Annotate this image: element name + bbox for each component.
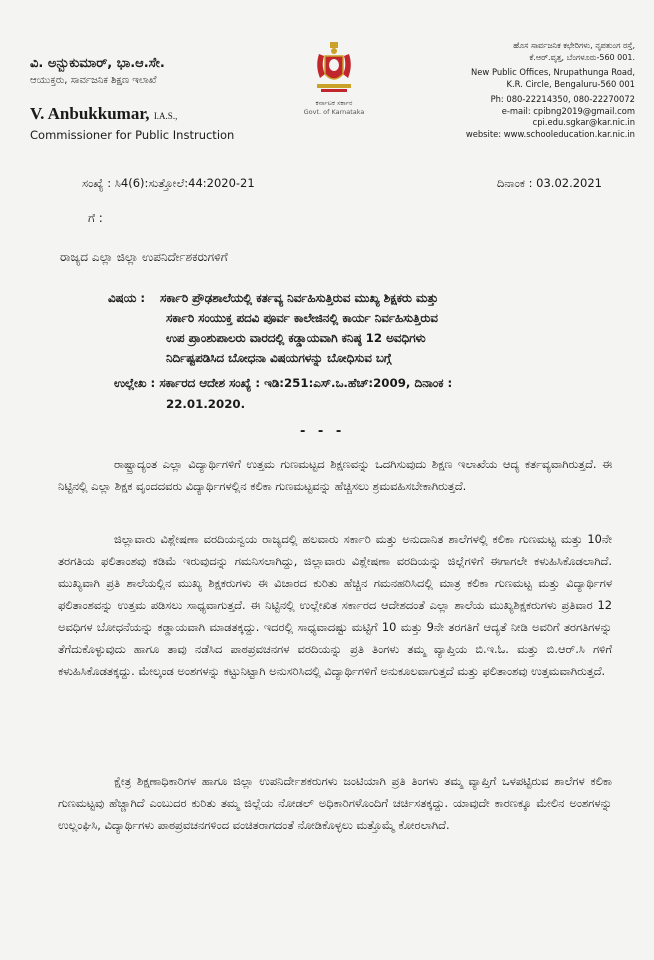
letterhead-right <box>430 40 635 140</box>
english-name-text: V. Anbukkumar, <box>30 104 150 123</box>
email-secondary: cpi.edu.sgkar@kar.nic.in <box>532 117 635 127</box>
reference-date: ದಿನಾಂಕ : 03.02.2021 <box>496 176 602 190</box>
address-kannada-line1: ಹೊಸ ಸಾರ್ವಜನಿಕ ಕಛೇರಿಗಳು, ನೃಪತುಂಗ ರಸ್ತೆ, <box>513 41 635 50</box>
reference-block <box>114 373 604 415</box>
subject-label: ವಿಷಯ : <box>108 291 146 305</box>
body-paragraph-2 <box>58 528 612 682</box>
paragraph-3-text: ಕ್ಷೇತ್ರ ಶಿಕ್ಷಣಾಧಿಕಾರಿಗಳ ಹಾಗೂ ಜಿಲ್ಲಾ ಉಪನಿರ್ದೇಶಕರುಗಳು ಜಂಟಿಯಾಗಿ ಪ್ರತಿ ತಿಂಗಳು ತಮ್ಮ ವ್ಯಾಪ್ತಿಗೆ ಒಳಪಟ್ಟಿರುವ ಶಾಲೆಗಳ ಕಲಿಕಾ ಗುಣಮಟ್ಟವು ಹೆಚ್ಚಾಗಿದೆ ಎಂಬುದರ ಕುರಿತು ತಮ್ಮ ಜಿಲ್ಲೆಯ ನೋಡಲ್ ಅಧಿಕಾರಿಗಳೊಂದಿಗೆ ಚರ್ಚಿಸತಕ್ಕದ್ದು. ಯಾವುದೇ ಕಾರಣಕ್ಕೂ ಮೇಲಿನ ಅಂಶಗಳನ್ನು ಉಲ್ಲಂಘಿಸಿ, ವಿದ್ಯಾರ್ಥಿಗಳು ಪಾಠಪ್ರವಚನಗಳಿಂದ ವಂಚಿತರಾಗದಂತೆ ನೋಡಿಕೊಳ್ಳಲು ಮತ್ತೊಮ್ಮೆ ಕೋರಲಾಗಿದೆ. <box>58 774 612 832</box>
paragraph-2-text: ಜಿಲ್ಲಾವಾರು ವಿಶ್ಲೇಷಣಾ ವರದಿಯನ್ವಯ ರಾಜ್ಯದಲ್ಲಿ ಹಲವಾರು ಸರ್ಕಾರಿ ಮತ್ತು ಅನುದಾನಿತ ಶಾಲೆಗಳಲ್ಲಿ ಕಲಿಕಾ ಗುಣಮಟ್ಟ ಮತ್ತು 10ನೇ ತರಗತಿಯ ಫಲಿತಾಂಶವು ಕಡಿಮೆ ಇರುವುದನ್ನು ಗಮನಿಸಲಾಗಿದ್ದು, ಜಿಲ್ಲಾವಾರು ವಿಶ್ಲೇಷಣಾ ವರದಿಯನ್ನು ಜಿಲ್ಲೆಗಳಿಗೆ ಈಗಾಗಲೇ ಕಳುಹಿಸಿಕೊಡಲಾಗಿದೆ. ಮುಖ್ಯವಾಗಿ ಪ್ರತಿ ಶಾಲೆಯಲ್ಲಿನ ಮುಖ್ಯ ಶಿಕ್ಷಕರುಗಳು ಈ ವಿಚಾರದ ಕುರಿತು ಹೆಚ್ಚಿನ ಗಮನಹರಿಸಿದಲ್ಲಿ ಮಾತ್ರ ಕಲಿಕಾ ಗುಣಮಟ್ಟ ಮತ್ತು ವಿದ್ಯಾರ್ಥಿಗಳ ಫಲಿತಾಂಶವನ್ನು ಉತ್ತಮ ಪಡಿಸಲು ಸಾಧ್ಯವಾಗುತ್ತದೆ. ಈ ನಿಟ್ಟಿನಲ್ಲಿ ಉಲ್ಲೇಖಿತ ಸರ್ಕಾರದ ಆದೇಶದಂತೆ ಎಲ್ಲಾ ಶಾಲೆಯ ಮುಖ್ಯಶಿಕ್ಷಕರುಗಳು ಪ್ರತಿವಾರ 12 ಅವಧಿಗಳ ಬೋಧನೆಯನ್ನು ಕಡ್ಡಾಯವಾಗಿ ಮಾಡತಕ್ಕದ್ದು. ಇದರಲ್ಲಿ ಸಾಧ್ಯವಾದಷ್ಟು ಮಟ್ಟಿಗೆ 10 ಮತ್ತು 9ನೇ ತರಗತಿಗೆ ಆದ್ಯತೆ ನೀಡಿ ಅವರಿಗೆ ತರಗತಿಗಳನ್ನು ತೆಗೆದುಕೊಳ್ಳುವುದು ಹಾಗೂ ತಾವು ನಡೆಸಿದ ಪಾಠಪ್ರವಚನಗಳ ವರದಿಯನ್ನು ಪ್ರತಿ ತಿಂಗಳು ತಮ್ಮ ವ್ಯಾಪ್ತಿಯ ಬಿ.ಇ.ಓ. ಮತ್ತು ಬಿ.ಆರ್.ಸಿ ಗಳಿಗೆ ಕಳುಹಿಸಿಕೊಡತಕ್ಕದ್ದು. ಮೇಲ್ಕಂಡ ಅಂಶಗಳನ್ನು ಕಟ್ಟುನಿಟ್ಟಾಗಿ ಅನುಸರಿಸಿದಲ್ಲಿ ವಿದ್ಯಾರ್ಥಿಗಳಿಗೆ ಅನುಕೂಲವಾಗುತ್ತದೆ ಮತ್ತು ಫಲಿತಾಂಶವು ಉತ್ತಮವಾಗಿರುತ್ತದೆ. <box>58 532 612 678</box>
body-paragraph-3 <box>58 770 612 836</box>
subject-block <box>108 288 608 368</box>
kannada-officer-title: ಆಯುಕ್ತರು, ಸಾರ್ವಜನಿಕ ಶಿಕ್ಷಣ ಇಲಾಖೆ <box>30 75 157 86</box>
phone-numbers: Ph: 080-22214350, 080-22270072 <box>490 94 635 104</box>
subject-line-3: ಉಪ ಪ್ರಾಂಶುಪಾಲರು ವಾರದಲ್ಲಿ ಕಡ್ಡಾಯವಾಗಿ ಕನಿಷ್ಠ 12 ಅವಧಿಗಳು <box>166 331 426 345</box>
paragraph-1-text: ರಾಷ್ಟ್ರಾದ್ಯಂತ ಎಲ್ಲಾ ವಿದ್ಯಾರ್ಥಿಗಳಿಗೆ ಉತ್ತಮ ಗುಣಮಟ್ಟದ ಶಿಕ್ಷಣವನ್ನು ಒದಗಿಸುವುದು ಶಿಕ್ಷಣ ಇಲಾಖೆಯ ಆದ್ಯ ಕರ್ತವ್ಯವಾಗಿರುತ್ತದೆ. ಈ ನಿಟ್ಟಿನಲ್ಲಿ ಎಲ್ಲಾ ಶಿಕ್ಷಕ ವೃಂದದವರು ವಿದ್ಯಾರ್ಥಿಗಳಲ್ಲಿನ ಕಲಿಕಾ ಗುಣಮಟ್ಟವನ್ನು ಹೆಚ್ಚಿಸಲು ಶ್ರಮವಹಿಸಬೇಕಾಗಿರುತ್ತದೆ. <box>58 457 612 493</box>
english-officer-title: Commissioner for Public Instruction <box>30 128 235 142</box>
kannada-officer-name: ವಿ. ಅನ್ಬುಕುಮಾರ್, ಭಾ.ಆ.ಸೇ. <box>30 56 165 71</box>
email-primary: e-mail: cpibng2019@gmail.com <box>501 105 635 116</box>
karnataka-emblem <box>298 40 370 120</box>
subject-line-1: ಸರ್ಕಾರಿ ಪ್ರೌಢಶಾಲೆಯಲ್ಲಿ ಕರ್ತವ್ಯ ನಿರ್ವಹಿಸುತ್ತಿರುವ ಮುಖ್ಯ ಶಿಕ್ಷಕರು ಮತ್ತು <box>160 291 439 305</box>
emblem-caption-kannada: ಕರ್ನಾಟಕ ಸರ್ಕಾರ <box>315 99 353 107</box>
address-kannada-line2: ಕೆ.ಆರ್.ವೃತ್ತ, ಬೆಂಗಳೂರು-560 001. <box>529 52 635 62</box>
separator: - - - <box>300 424 346 439</box>
reference-line-2: 22.01.2020. <box>166 397 246 411</box>
to-line: ಗೆ : <box>88 211 103 225</box>
reference-label: ಉಲ್ಲೇಖ : <box>114 376 156 390</box>
reference-number: ಸಂಖ್ಯೆ : ಸಿ4(6):ಸುತ್ತೋಲೆ:44:2020-21 <box>82 176 255 190</box>
subject-line-4: ನಿರ್ದಿಷ್ಟಪಡಿಸಿದ ಬೋಧನಾ ವಿಷಯಗಳನ್ನು ಬೋಧಿಸುವ ಬಗ್ಗೆ <box>166 351 392 365</box>
address-english-line2: K.R. Circle, Bengaluru-560 001 <box>506 78 635 89</box>
letterhead-left <box>30 56 260 142</box>
addressee: ರಾಜ್ಯದ ಎಲ್ಲಾ ಜಿಲ್ಲಾ ಉಪನಿರ್ದೇಶಕರುಗಳಿಗೆ <box>60 250 228 264</box>
english-officer-name <box>30 104 260 124</box>
ias-suffix: I.A.S., <box>153 111 178 121</box>
emblem-icon <box>311 40 357 98</box>
address-english-line1: New Public Offices, Nrupathunga Road, <box>471 67 635 77</box>
reference-line-1: ಸರ್ಕಾರದ ಆದೇಶ ಸಂಖ್ಯೆ : ಇಡಿ:251:ಎಸ್.ಒ.ಹೆಚ್:2009, ದಿನಾಂಕ : <box>159 376 453 390</box>
emblem-caption-english: Govt. of Karnataka <box>303 108 365 116</box>
website: website: www.schooleducation.kar.nic.in <box>465 128 635 139</box>
body-paragraph-1 <box>58 453 612 497</box>
subject-line-2: ಸರ್ಕಾರಿ ಸಂಯುಕ್ತ ಪದವಿ ಪೂರ್ವ ಕಾಲೇಜಿನಲ್ಲಿ ಕಾರ್ಯ ನಿರ್ವಹಿಸುತ್ತಿರುವ <box>166 311 438 325</box>
